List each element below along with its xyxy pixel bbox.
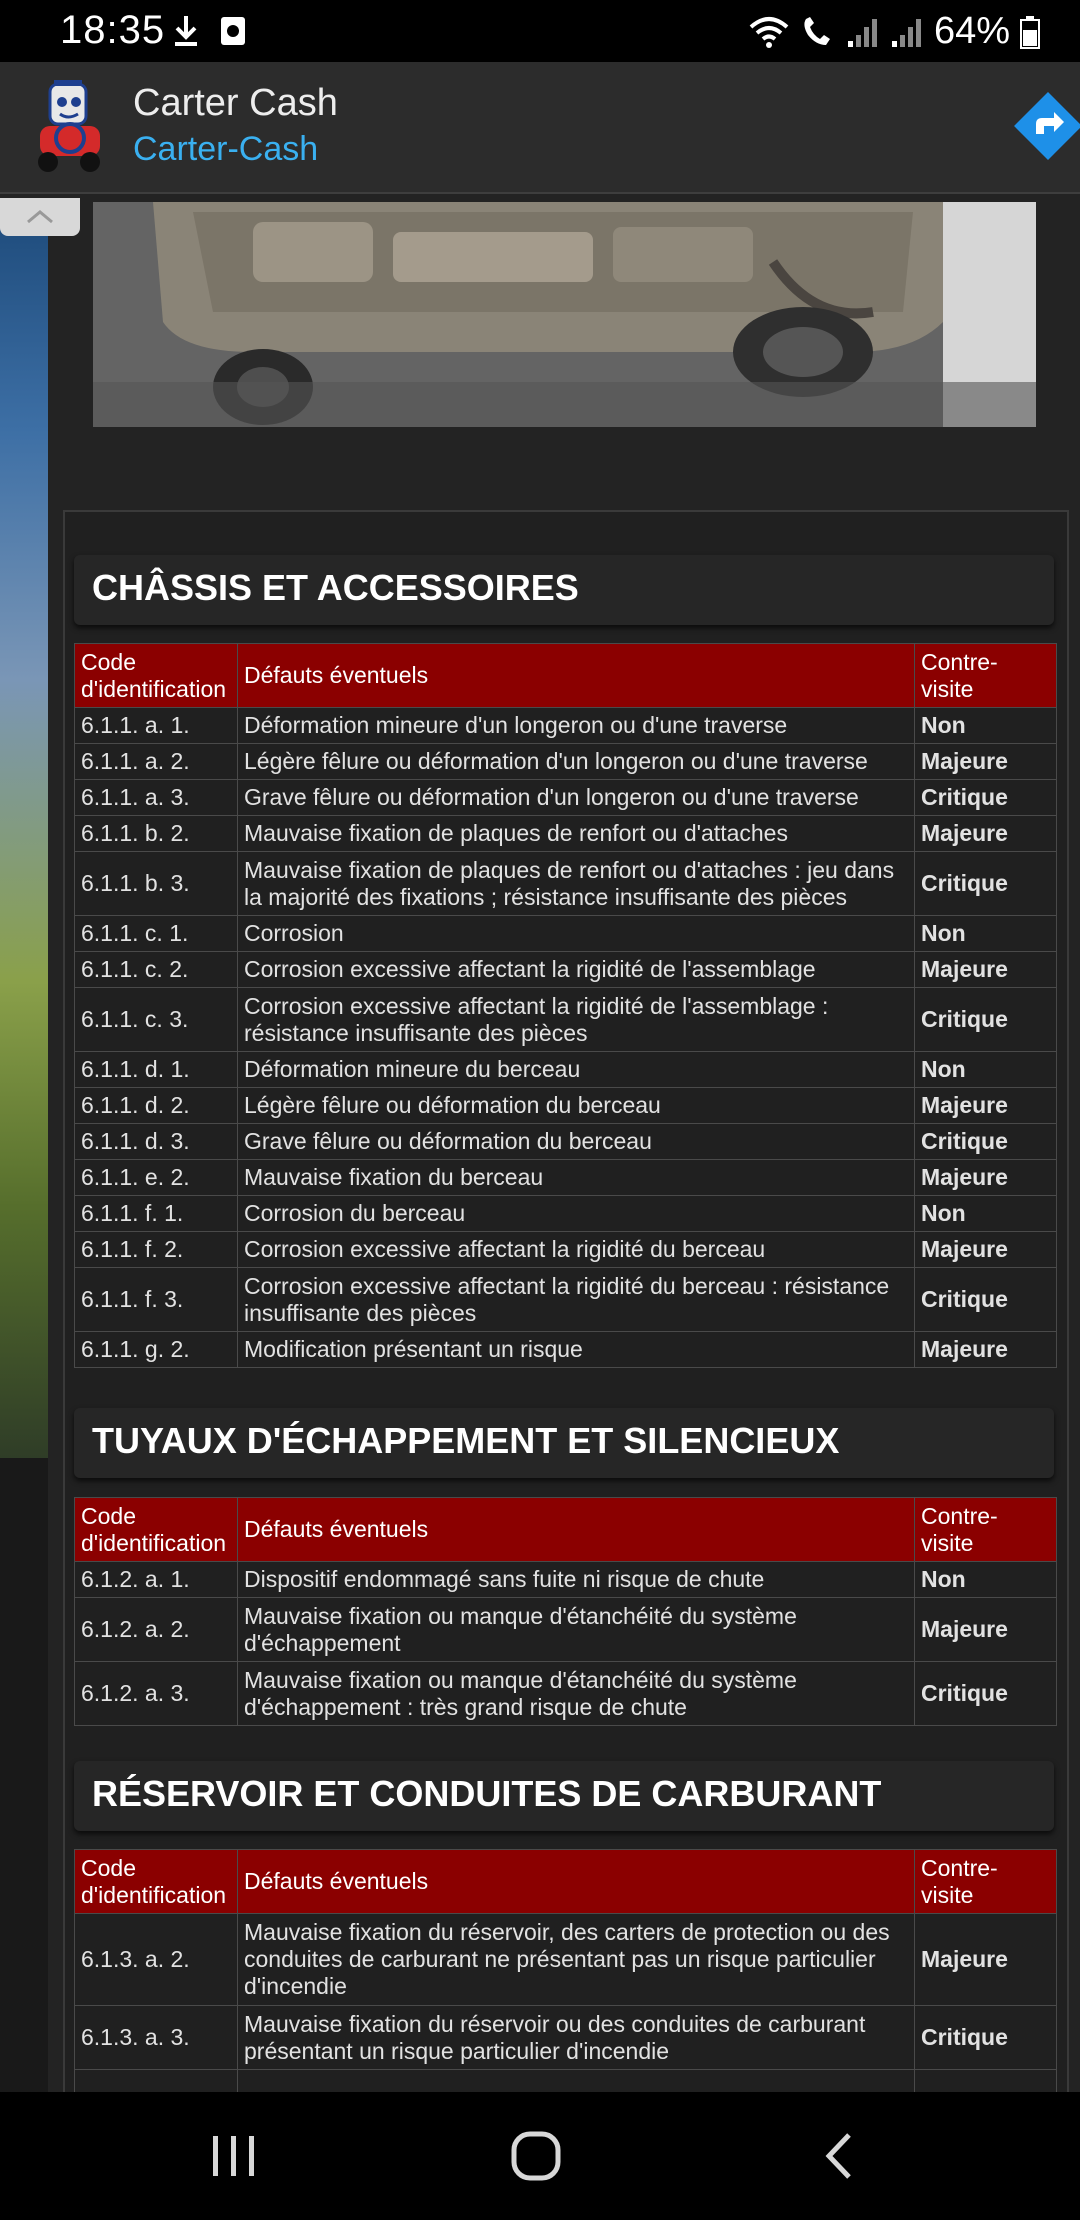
row-code: 6.1.1. b. 3.: [75, 852, 238, 916]
download-icon: [172, 14, 200, 48]
row-code: 6.1.1. d. 3.: [75, 1124, 238, 1160]
section-title: CHÂSSIS ET ACCESSOIRES: [92, 567, 579, 608]
row-code: 6.1.1. d. 1.: [75, 1052, 238, 1088]
signal-icon-2: [890, 15, 924, 49]
row-code: 6.1.1. f. 3.: [75, 1268, 238, 1332]
row-defect: Grave fêlure ou déformation du berceau: [238, 1124, 915, 1160]
collapse-ad-button[interactable]: [0, 198, 80, 236]
wifi-icon: [748, 15, 790, 49]
row-code: 6.1.3. a. 2.: [75, 1914, 238, 2006]
row-verdict: Critique: [915, 852, 1057, 916]
row-verdict: Critique: [915, 1124, 1057, 1160]
wifi-calling-icon: [800, 15, 836, 49]
table-row: [75, 708, 1057, 744]
row-verdict: Majeure: [915, 1332, 1057, 1368]
table-row: [75, 816, 1057, 852]
chevron-up-icon: [0, 198, 80, 236]
table-row: [75, 1332, 1057, 1368]
home-icon: [510, 2130, 562, 2182]
row-defect: Déformation mineure d'un longeron ou d'une traverse: [238, 708, 915, 744]
screen-record-icon: [218, 14, 248, 48]
content-panel: [63, 510, 1069, 2096]
row-verdict: Critique: [915, 780, 1057, 816]
signal-icon: [846, 15, 880, 49]
battery-percent: 64%: [933, 10, 1010, 52]
row-defect: Corrosion du berceau: [238, 1196, 915, 1232]
row-defect: Corrosion excessive affectant la rigidité du berceau : résistance insuffisante des pièces: [238, 1268, 915, 1332]
column-header-visit: Contre-visite: [915, 1850, 1057, 1914]
row-defect: Mauvaise fixation ou manque d'étanchéité du système d'échappement : très grand risque de chute: [238, 1662, 915, 1726]
column-header-visit: Contre-visite: [915, 644, 1057, 708]
table-row: [75, 1268, 1057, 1332]
row-defect: Mauvaise fixation de plaques de renfort ou d'attaches : jeu dans la majorité des fixations ; résistance insuffisante des pièces: [238, 852, 915, 916]
exhaust-table: [74, 1497, 1057, 1726]
carter-cash-logo: [20, 76, 116, 176]
row-code: 6.1.2. a. 1.: [75, 1562, 238, 1598]
navigation-bar: [0, 2092, 1080, 2220]
row-defect: Modification présentant un risque: [238, 1332, 915, 1368]
section-heading-exhaust: [74, 1408, 1054, 1478]
background-strip-dark: [0, 1458, 48, 2092]
row-code: 6.1.1. c. 2.: [75, 952, 238, 988]
row-verdict: Majeure: [915, 744, 1057, 780]
directions-arrow-icon[interactable]: [1010, 88, 1080, 164]
row-code: 6.1.1. f. 2.: [75, 1232, 238, 1268]
ad-banner[interactable]: [0, 62, 1080, 194]
row-defect: Corrosion: [238, 916, 915, 952]
section-title: RÉSERVOIR ET CONDUITES DE CARBURANT: [92, 1773, 882, 1814]
row-verdict: Majeure: [915, 1160, 1057, 1196]
hero-image: [93, 202, 1036, 427]
row-code: 6.1.1. g. 2.: [75, 1332, 238, 1368]
row-defect: Déformation mineure du berceau: [238, 1052, 915, 1088]
row-code: 6.1.1. c. 1.: [75, 916, 238, 952]
ad-subtitle[interactable]: Carter-Cash: [133, 130, 319, 168]
row-verdict: Critique: [915, 988, 1057, 1052]
table-row: [75, 1088, 1057, 1124]
row-verdict: Critique: [915, 2006, 1057, 2070]
table-header-row: [75, 1498, 1057, 1562]
column-header-defects: Défauts éventuels: [238, 1498, 915, 1562]
row-defect: Mauvaise fixation du berceau: [238, 1160, 915, 1196]
section-heading-chassis: [74, 555, 1054, 625]
status-time: 18:35: [60, 8, 166, 52]
row-code: 6.1.1. c. 3.: [75, 988, 238, 1052]
row-defect: Dispositif endommagé sans fuite ni risque de chute: [238, 1562, 915, 1598]
row-defect: Légère fêlure ou déformation du berceau: [238, 1088, 915, 1124]
table-row: [75, 1052, 1057, 1088]
row-code: 6.1.1. f. 1.: [75, 1196, 238, 1232]
table-row: [75, 1232, 1057, 1268]
recent-apps-button[interactable]: [174, 2092, 294, 2220]
row-defect: Mauvaise fixation de plaques de renfort ou d'attaches: [238, 816, 915, 852]
table-row: [75, 952, 1057, 988]
section-heading-fuel: [74, 1761, 1054, 1831]
row-defect: Mauvaise fixation du réservoir ou des conduites de carburant présentant un risque particulier d'incendie: [238, 2006, 915, 2070]
row-defect: Corrosion excessive affectant la rigidité du berceau: [238, 1232, 915, 1268]
row-verdict: Majeure: [915, 816, 1057, 852]
row-code: 6.1.2. a. 2.: [75, 1598, 238, 1662]
back-icon: [821, 2131, 855, 2181]
row-verdict: Majeure: [915, 1232, 1057, 1268]
row-defect: Grave fêlure ou déformation d'un longeron ou d'une traverse: [238, 780, 915, 816]
row-verdict: Non: [915, 1562, 1057, 1598]
table-row: [75, 916, 1057, 952]
row-verdict: Majeure: [915, 1914, 1057, 2006]
home-button[interactable]: [476, 2092, 596, 2220]
table-row: [75, 1914, 1057, 2006]
section-title: TUYAUX D'ÉCHAPPEMENT ET SILENCIEUX: [92, 1420, 840, 1461]
table-row: [75, 1124, 1057, 1160]
chassis-table: [74, 643, 1057, 1368]
background-strip: [0, 204, 48, 1458]
row-verdict: Majeure: [915, 1088, 1057, 1124]
table-row: [75, 1598, 1057, 1662]
row-defect: Légère fêlure ou déformation d'un longeron ou d'une traverse: [238, 744, 915, 780]
row-code: 6.1.1. a. 3.: [75, 780, 238, 816]
table-header-row: [75, 1850, 1057, 1914]
row-defect: Corrosion excessive affectant la rigidité de l'assemblage: [238, 952, 915, 988]
table-row: [75, 1662, 1057, 1726]
row-code: 6.1.2. a. 3.: [75, 1662, 238, 1726]
recent-apps-icon: [209, 2134, 259, 2178]
row-verdict: Non: [915, 1052, 1057, 1088]
row-verdict: Majeure: [915, 1598, 1057, 1662]
column-header-defects: Défauts éventuels: [238, 644, 915, 708]
status-bar: [0, 0, 1080, 62]
row-verdict: Majeure: [915, 952, 1057, 988]
column-header-code: Code d'identification: [75, 1498, 238, 1562]
row-defect: Mauvaise fixation du réservoir, des carters de protection ou des conduites de carburant ne présentant pas un risque particulier d'incendie: [238, 1914, 915, 2006]
table-row: [75, 1196, 1057, 1232]
row-verdict: Non: [915, 1196, 1057, 1232]
ad-title[interactable]: Carter Cash: [133, 82, 338, 124]
row-code: 6.1.1. a. 1.: [75, 708, 238, 744]
row-defect: Corrosion excessive affectant la rigidité de l'assemblage : résistance insuffisante des pièces: [238, 988, 915, 1052]
row-code: 6.1.1. a. 2.: [75, 744, 238, 780]
table-row: [75, 1160, 1057, 1196]
back-button[interactable]: [778, 2092, 898, 2220]
row-defect: Mauvaise fixation ou manque d'étanchéité du système d'échappement: [238, 1598, 915, 1662]
column-header-visit: Contre-visite: [915, 1498, 1057, 1562]
row-verdict: Non: [915, 708, 1057, 744]
table-row: [75, 852, 1057, 916]
row-verdict: Non: [915, 916, 1057, 952]
table-row: [75, 780, 1057, 816]
column-header-code: Code d'identification: [75, 1850, 238, 1914]
battery-icon: [1020, 15, 1040, 49]
table-row: [75, 988, 1057, 1052]
column-header-defects: Défauts éventuels: [238, 1850, 915, 1914]
row-code: 6.1.1. b. 2.: [75, 816, 238, 852]
row-code: 6.1.3. a. 3.: [75, 2006, 238, 2070]
row-verdict: Critique: [915, 1268, 1057, 1332]
row-verdict: Critique: [915, 1662, 1057, 1726]
table-row: [75, 744, 1057, 780]
row-code: 6.1.1. d. 2.: [75, 1088, 238, 1124]
table-row: [75, 2006, 1057, 2070]
table-row: [75, 1562, 1057, 1598]
column-header-code: Code d'identification: [75, 644, 238, 708]
table-header-row: [75, 644, 1057, 708]
row-code: 6.1.1. e. 2.: [75, 1160, 238, 1196]
